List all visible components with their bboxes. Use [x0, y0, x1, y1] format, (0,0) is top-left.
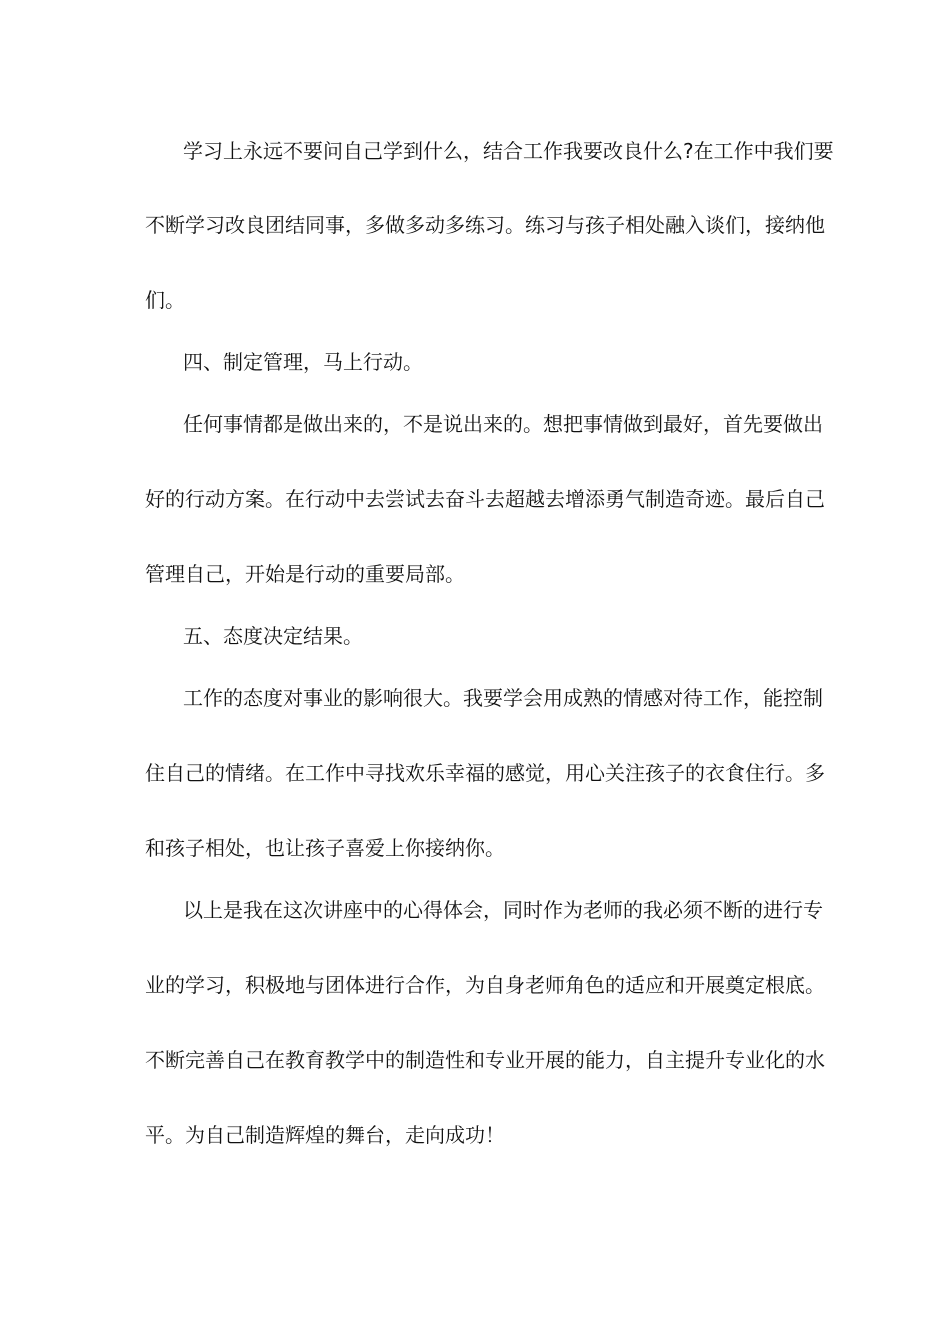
- paragraph-line: 住自己的情绪。在工作中寻找欢乐幸福的感觉，用心关注孩子的衣食住行。多: [145, 761, 825, 785]
- paragraph-line: 们。: [145, 288, 185, 312]
- paragraph-line: 以上是我在这次讲座中的心得体会，同时作为老师的我必须不断的进行专: [183, 898, 823, 922]
- paragraph-line: 和孩子相处，也让孩子喜爱上你接纳你。: [145, 836, 505, 860]
- paragraph-line: 不断完善自己在教育教学中的制造性和专业开展的能力，自主提升专业化的水: [145, 1048, 825, 1072]
- paragraph-line: 管理自己，开始是行动的重要局部。: [145, 562, 465, 586]
- paragraph-line: 学习上永远不要问自己学到什么，结合工作我要改良什么?在工作中我们要: [183, 139, 834, 163]
- paragraph-line: 任何事情都是做出来的，不是说出来的。想把事情做到最好，首先要做出: [183, 412, 823, 436]
- paragraph-line: 业的学习，积极地与团体进行合作，为自身老师角色的适应和开展奠定根底。: [145, 973, 825, 997]
- paragraph-line: 不断学习改良团结同事，多做多动多练习。练习与孩子相处融入谈们，接纳他: [145, 213, 825, 237]
- paragraph-line: 平。为自己制造辉煌的舞台，走向成功！: [145, 1123, 505, 1147]
- paragraph-line: 好的行动方案。在行动中去尝试去奋斗去超越去增添勇气制造奇迹。最后自己: [145, 487, 825, 511]
- section-heading: 四、制定管理，马上行动。: [183, 350, 423, 374]
- paragraph-line: 工作的态度对事业的影响很大。我要学会用成熟的情感对待工作，能控制: [183, 686, 823, 710]
- section-heading: 五、态度决定结果。: [183, 624, 363, 648]
